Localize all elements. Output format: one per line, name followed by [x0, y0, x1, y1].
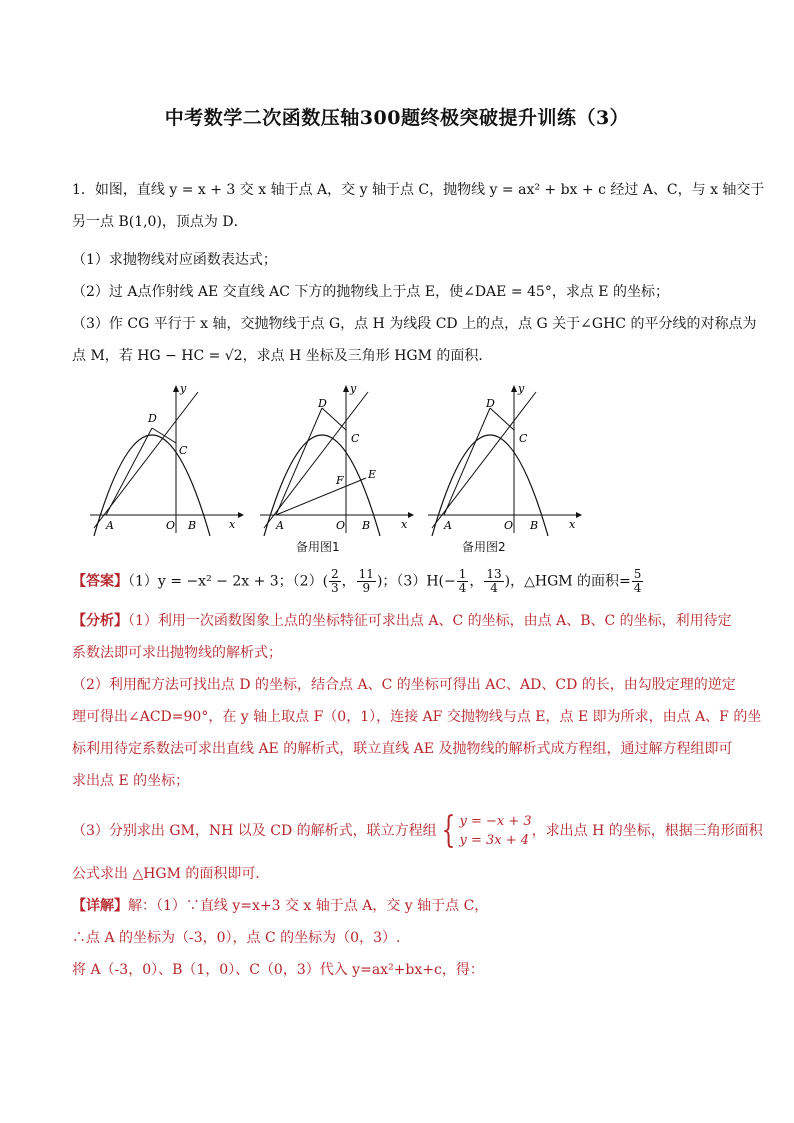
- detail-line-2: ∴点 A 的坐标为（-3，0），点 C 的坐标为（0，3）.: [72, 930, 401, 946]
- figure-main: [86, 378, 246, 536]
- x-axis-arrow: [408, 512, 414, 518]
- question-part-1: （1）求抛物线对应函数表达式；: [72, 252, 277, 268]
- h-x-num: 1: [458, 567, 467, 581]
- h-y-num: 13: [486, 567, 502, 581]
- question-line-2: 另一点 B(1,0)，顶点为 D．: [72, 214, 248, 230]
- label-x: x: [401, 518, 408, 531]
- detail-text-1: 解：（1）∵直线 y=x+3 交 x 轴于点 A，交 y 轴于点 C，: [128, 898, 489, 914]
- question-part-3a: （3）作 CG 平行于 x 轴，交抛物线于点 G，点 H 为线段 CD 上的点，点 G 关于∠GHC 的平分线的对称点为: [72, 316, 757, 332]
- label-c: C: [519, 432, 528, 445]
- analysis-tag: 【分析】: [72, 613, 128, 629]
- area-den: 4: [633, 581, 642, 595]
- figure-backup-2: [424, 378, 584, 536]
- analysis-line-5: 标利用待定系数法可求出直线 AE 的解析式，联立直线 AE 及抛物线的解析式成方程组，通过解方程组即可: [72, 741, 733, 757]
- figure-backup-1: [256, 378, 416, 536]
- segment-dc: [322, 408, 346, 430]
- analysis-line-3: （2）利用配方法可找出点 D 的坐标，结合点 A、C 的坐标可得出 AC、AD、CD 的长，由勾股定理的逆定: [72, 677, 736, 693]
- equation-1: y = −x + 3: [459, 814, 532, 829]
- y-axis-arrow: [511, 385, 517, 392]
- answer-part1: （1）y = −x² − 2x + 3；（2）(: [128, 573, 329, 590]
- answer-line: 【答案】（1）y = −x² − 2x + 3；（2）( $\frac{2}{3}$ ， $\frac{11}{9}$ )；（3）H(− $\frac{1}{4}$ ， $\frac{13}{4}$ )，△HGM 的面积= $\frac{5}{4}$: [72, 567, 642, 595]
- label-d: D: [318, 397, 327, 410]
- h-y-den: 4: [490, 581, 498, 595]
- e-x-fraction: [329, 568, 341, 595]
- question-part-3b: 点 M，若 HG − HC = √2，求点 H 坐标及三角形 HGM 的面积．: [72, 348, 493, 364]
- y-axis-arrow: [173, 385, 179, 392]
- label-y: y: [518, 382, 525, 395]
- label-a: A: [106, 519, 114, 532]
- segment-ad: [106, 428, 152, 515]
- label-e: E: [368, 468, 377, 481]
- label-o: O: [504, 519, 514, 532]
- segment-dc: [490, 408, 514, 430]
- question-part-2: （2）过 A点作射线 AE 交直线 AC 下方的抛物线上于点 E，使∠DAE = 45°，求点 E 的坐标；: [72, 284, 669, 300]
- system-brace: {: [441, 810, 455, 851]
- label-b: B: [362, 519, 371, 532]
- analysis-text-7b: ，求出点 H 的坐标，根据三角形面积: [531, 823, 763, 839]
- answer-tag: 【答案】: [72, 573, 128, 590]
- label-d: D: [486, 397, 495, 410]
- label-b: B: [188, 519, 197, 532]
- equation-2: y = 3x + 4: [459, 833, 530, 848]
- label-c: C: [351, 432, 360, 445]
- e-x-den: 3: [331, 581, 339, 595]
- label-x: x: [569, 518, 576, 531]
- label-y: y: [180, 382, 187, 395]
- analysis-line-6: 求出点 E 的坐标；: [72, 773, 190, 789]
- analysis-line-7: [72, 812, 763, 850]
- detail-line-3: 将 A（-3，0）、B（1，0）、C（0，3）代入 y=ax²+bx+c，得：: [72, 962, 484, 978]
- detail-line-1: [72, 896, 488, 916]
- e-y-den: 9: [362, 581, 371, 595]
- y-axis-arrow: [343, 385, 349, 392]
- label-c: C: [179, 444, 188, 457]
- label-a: A: [276, 519, 284, 532]
- analysis-line-8: 公式求出 △HGM 的面积即可．: [72, 866, 270, 882]
- analysis-line-1: [72, 611, 732, 631]
- e-y-num: 11: [358, 567, 374, 581]
- label-y: y: [350, 382, 357, 395]
- detail-tag: 【详解】: [72, 898, 128, 914]
- h-x-den: 4: [458, 581, 467, 595]
- area-fraction: [632, 568, 644, 595]
- caption-backup-1: 备用图1: [296, 540, 340, 554]
- e-y-fraction: [357, 568, 376, 595]
- equation-system: [460, 812, 532, 850]
- analysis-text-7a: （3）分别求出 GM，NH 以及 CD 的解析式，联立方程组: [72, 823, 437, 839]
- caption-backup-2: 备用图2: [462, 540, 506, 554]
- label-x: x: [229, 518, 236, 531]
- label-o: O: [166, 519, 176, 532]
- h-x-fraction: [457, 568, 469, 595]
- x-axis-arrow: [576, 512, 582, 518]
- label-f: F: [336, 474, 344, 487]
- question-line-1: 1．如图，直线 y = x + 3 交 x 轴于点 A，交 y 轴于点 C，抛物线 y = ax² + bx + c 经过 A、C，与 x 轴交于: [72, 182, 765, 198]
- analysis-line-2: 系数法即可求出抛物线的解析式；: [72, 645, 282, 661]
- label-b: B: [530, 519, 539, 532]
- label-a: A: [444, 519, 452, 532]
- document-title: 中考数学二次函数压轴300题终极突破提升训练（3）: [164, 107, 630, 129]
- label-d: D: [148, 412, 157, 425]
- analysis-text-1: （1）利用一次函数图象上点的坐标特征可求出点 A、C 的坐标，由点 A、B、C 的坐标，利用待定: [128, 613, 732, 629]
- answer-part3: )，△HGM 的面积=: [504, 573, 631, 590]
- label-o: O: [336, 519, 346, 532]
- area-num: 5: [633, 567, 642, 581]
- e-x-num: 2: [331, 567, 339, 581]
- answer-part2: )；（3）H(−: [376, 573, 456, 590]
- analysis-line-4: 理可得出∠ACD=90°，在 y 轴上取点 F（0，1），连接 AF 交抛物线与点 E，点 E 即为所求，由点 A、F 的坐: [72, 709, 762, 725]
- h-y-fraction: [484, 568, 503, 595]
- x-axis-arrow: [238, 512, 244, 518]
